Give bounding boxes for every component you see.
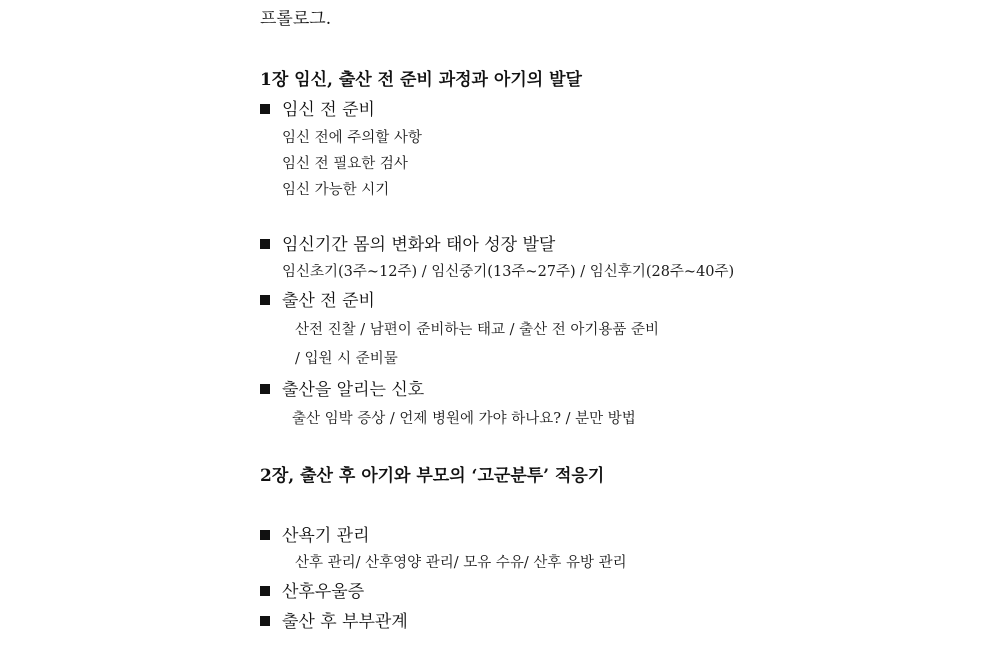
chapter2-title: 2장, 출산 후 아기와 부모의 ‘고군분투’ 적응기 bbox=[260, 466, 605, 486]
list-item: 산전 진찰 / 남편이 준비하는 태교 / 출산 전 아기용품 준비 bbox=[295, 322, 660, 338]
square-bullet-icon bbox=[260, 239, 270, 249]
square-bullet-icon bbox=[260, 586, 270, 596]
section-title: 임신기간 몸의 변화와 태아 성장 발달 bbox=[282, 235, 556, 255]
section-postpartum-depression bbox=[260, 577, 364, 602]
section-title: 산후우울증 bbox=[282, 582, 365, 602]
square-bullet-icon bbox=[260, 384, 270, 394]
section-title: 출산 전 준비 bbox=[282, 291, 375, 311]
chapter1-title: 1장 임신, 출산 전 준비 과정과 아기의 발달 bbox=[260, 70, 582, 90]
square-bullet-icon bbox=[260, 104, 270, 114]
section-pregnancy-changes bbox=[260, 230, 555, 255]
section-title: 임신 전 준비 bbox=[282, 100, 375, 120]
list-item: 임신 전 필요한 검사 bbox=[282, 156, 408, 172]
list-item: 산후 관리/ 산후영양 관리/ 모유 수유/ 산후 유방 관리 bbox=[295, 555, 627, 571]
list-item: 임신 가능한 시기 bbox=[282, 182, 390, 198]
section-birth-signs bbox=[260, 375, 424, 400]
section-couple-relationship bbox=[260, 607, 408, 632]
list-item: 출산 임박 증상 / 언제 병원에 가야 하나요? / 분만 방법 bbox=[292, 411, 636, 427]
section-pre-pregnancy bbox=[260, 95, 375, 120]
prologue-heading: 프롤로그. bbox=[260, 9, 332, 29]
section-title: 산욕기 관리 bbox=[282, 526, 370, 546]
section-title: 출산을 알리는 신호 bbox=[282, 380, 425, 400]
square-bullet-icon bbox=[260, 616, 270, 626]
section-title: 출산 후 부부관계 bbox=[282, 612, 408, 632]
list-item: / 입원 시 준비물 bbox=[295, 351, 398, 367]
list-item: 임신 전에 주의할 사항 bbox=[282, 130, 422, 146]
square-bullet-icon bbox=[260, 295, 270, 305]
list-item: 임신초기(3주~12주) / 임신중기(13주~27주) / 임신후기(28주~40주) bbox=[282, 264, 735, 280]
square-bullet-icon bbox=[260, 530, 270, 540]
section-postpartum-care bbox=[260, 521, 370, 546]
section-pre-birth bbox=[260, 286, 375, 311]
